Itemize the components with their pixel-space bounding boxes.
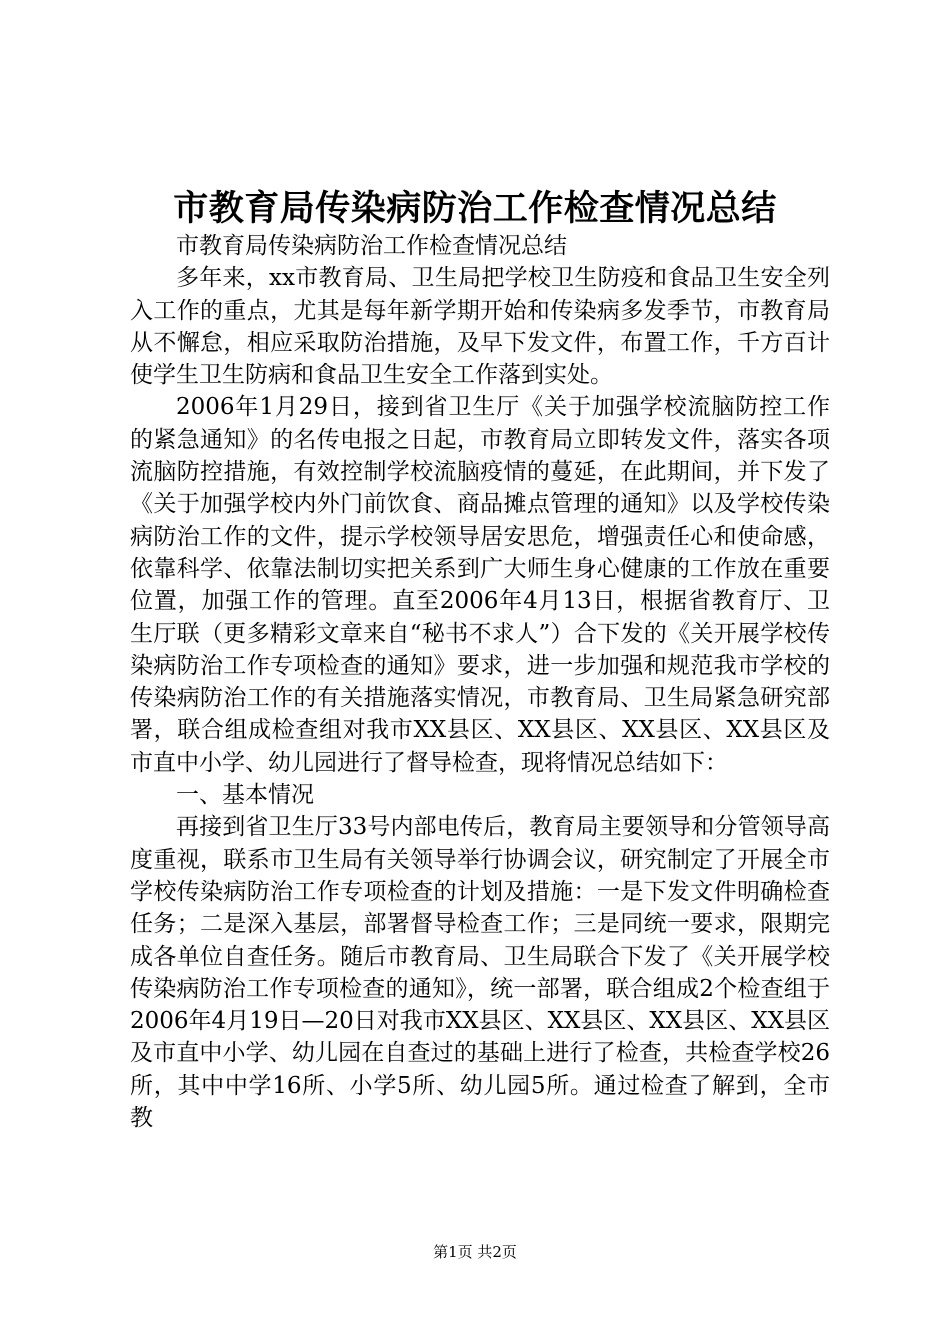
paragraph-intro: 多年来，xx市教育局、卫生局把学校卫生防疫和食品卫生安全列入工作的重点，尤其是每年新学期开始和传染病多发季节，市教育局从不懈怠，相应采取防治措施，及早下发文件，布置工作，千方百计使学生卫生防病和食品卫生安全工作落到实处。 xyxy=(130,265,830,389)
document-title: 市教育局传染病防治工作检查情况总结 xyxy=(173,189,777,229)
paragraph-background: 2006年1月29日，接到省卫生厅《关于加强学校流脑防控工作的紧急通知》的名传电报之日起，市教育局立即转发文件，落实各项流脑防控措施，有效控制学校流脑疫情的蔓延，在此期间，并下发了《关于加强学校内外门前饮食、商品摊点管理的通知》以及学校传染病防治工作的文件，提示学校领导居安思危，增强责任心和使命感，依靠科学、依靠法制切实把关系到广大师生身心健康的工作放在重要位置，加强工作的管理。直至2006年4月13日，根据省教育厅、卫生厅联（更多精彩文章来自“秘书不求人”）合下发的《关开展学校传染病防治工作专项检查的通知》要求，进一步加强和规范我市学校的传染病防治工作的有关措施落实情况，市教育局、卫生局紧急研究部署，联合组成检查组对我市XX县区、XX县区、XX县区、XX县区及市直中小学、幼儿园进行了督导检查，现将情况总结如下： xyxy=(130,394,830,776)
document-body xyxy=(130,230,830,1134)
paragraph-basic-situation: 再接到省卫生厅33号内部电传后，教育局主要领导和分管领导高度重视，联系市卫生局有关领导举行协调会议，研究制定了开展全市学校传染病防治工作专项检查的计划及措施：一是下发文件明确检查任务；二是深入基层，部署督导检查工作；三是同统一要求，限期完成各单位自查任务。随后市教育局、卫生局联合下发了《关开展学校传染病防治工作专项检查的通知》，统一部署，联合组成2个检查组于2006年4月19日—20日对我市XX县区、XX县区、XX县区、XX县区及市直中小学、幼儿园在自查过的基础上进行了检查，共检查学校26所，其中中学16所、小学5所、幼儿园5所。通过检查了解到，全市教 xyxy=(130,814,830,1132)
paragraph-subtitle: 市教育局传染病防治工作检查情况总结 xyxy=(176,233,567,259)
page-footer: 第1页 共2页 xyxy=(433,1243,517,1261)
section-heading-basic-situation: 一、基本情况 xyxy=(176,782,314,809)
